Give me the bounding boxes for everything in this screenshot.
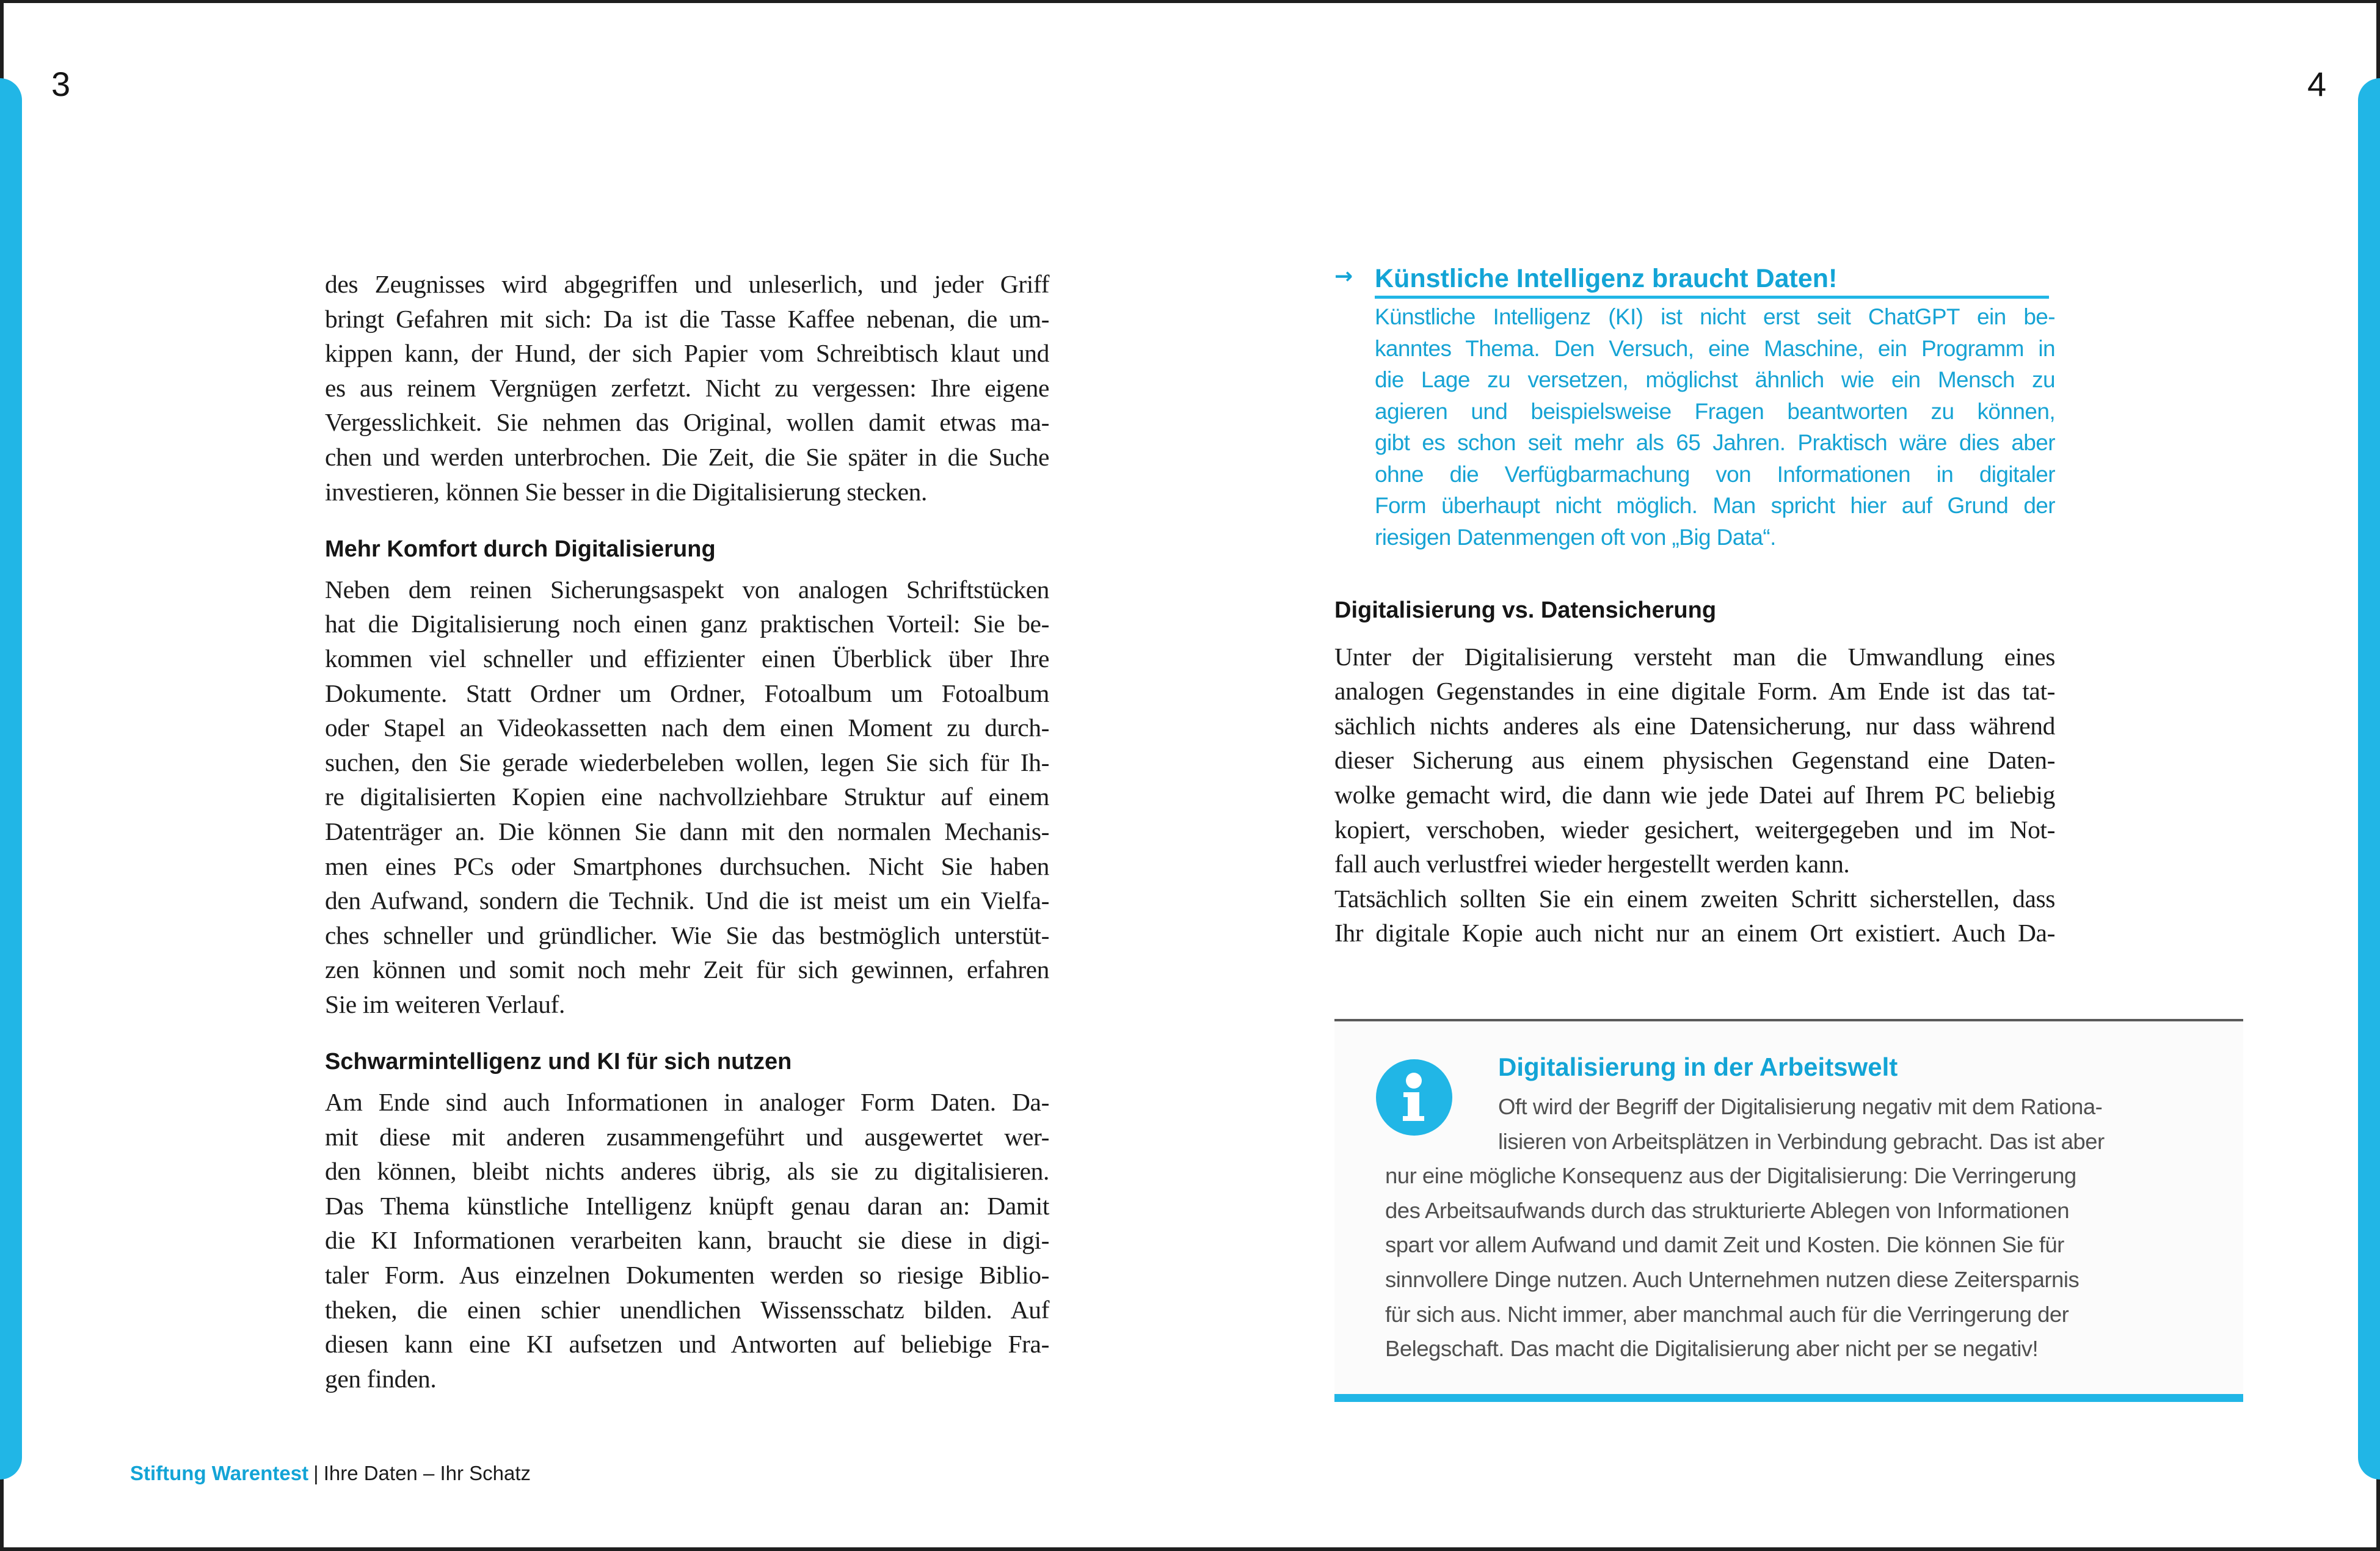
left-page-column: [325, 267, 1049, 1396]
text-line: theken, die einen schier unendlichen Wissensschatz bilden. Auf: [325, 1295, 1049, 1324]
text-line: re digitalisierten Kopien eine nachvollziehbare Struktur auf einem: [325, 783, 1049, 811]
ki-callout: [1334, 263, 2055, 553]
callout-body: [1375, 301, 2055, 553]
text-line: diesen kann eine KI aufsetzen und Antworten auf beliebige Fra-: [325, 1330, 1049, 1359]
text-line: Am Ende sind auch Informationen in analoger Form Daten. Da-: [325, 1088, 1049, 1117]
text-line: agieren und beispielsweise Fragen beantworten zu können,: [1375, 398, 2055, 424]
left-edge-accent-bar: [0, 78, 22, 1480]
text-line: Sie im weiteren Verlauf.: [325, 990, 565, 1018]
text-line: Oft wird der Begriff der Digitalisierung negativ mit dem Rationa-: [1498, 1094, 2103, 1119]
text-line: Unter der Digitalisierung versteht man die Umwandlung eines: [1334, 642, 2055, 671]
text-line: den Aufwand, sondern die Technik. Und die ist meist um ein Vielfa-: [325, 886, 1049, 915]
text-line: Vergesslichkeit. Sie nehmen das Original, wollen damit etwas ma-: [325, 408, 1049, 437]
text-line: die Lage zu versetzen, möglichst ähnlich wie ein Mensch zu: [1375, 367, 2055, 392]
text-line: bringt Gefahren mit sich: Da ist die Tasse Kaffee nebenan, die um-: [325, 304, 1049, 333]
text-line: dieser Sicherung aus einem physischen Gegenstand eine Daten-: [1334, 746, 2055, 775]
text-line: des Arbeitsaufwands durch das strukturierte Ablegen von Informationen: [1385, 1197, 2069, 1223]
right-page-column: [1334, 263, 2055, 951]
text-line: oder Stapel an Videokassetten nach dem einen Moment zu durch-: [325, 713, 1049, 742]
text-line: Dokumente. Statt Ordner um Ordner, Fotoalbum um Fotoalbum: [325, 679, 1049, 707]
text-line: riesigen Datenmengen oft von „Big Data“.: [1375, 524, 1776, 550]
text-line: chen und werden unterbrochen. Die Zeit, die Sie später in die Suche: [325, 442, 1049, 471]
callout-title: Künstliche Intelligenz braucht Daten!: [1375, 263, 2049, 299]
text-line: für sich aus. Nicht immer, aber manchmal auch für die Verringerung der: [1385, 1301, 2069, 1327]
page-number-right: 4: [2307, 65, 2327, 103]
footer-book-title: Ihre Daten – Ihr Schatz: [323, 1462, 531, 1484]
text-line: kopiert, verschoben, wieder gesichert, weitergegeben und im Not-: [1334, 815, 2055, 844]
text-line: Tatsächlich sollten Sie ein einem zweiten Schritt sicherstellen, dass: [1334, 884, 2055, 913]
text-line: sinnvollere Dinge nutzen. Auch Unternehmen nutzen diese Zeitersparnis: [1385, 1266, 2080, 1292]
text-line: gen finden.: [325, 1364, 437, 1393]
text-line: kippen kann, der Hund, der sich Papier vom Schreibtisch klaut und: [325, 339, 1049, 368]
text-line: analogen Gegenstandes in eine digitale Form. Am Ende ist das tat-: [1334, 677, 2055, 706]
text-line: gibt es schon seit mehr als 65 Jahren. Praktisch wäre dies aber: [1375, 430, 2055, 455]
komfort-paragraph: [325, 572, 1049, 1022]
text-line: kommen viel schneller und effizienter einen Überblick über Ihre: [325, 644, 1049, 673]
text-line: spart vor allem Aufwand und damit Zeit und Kosten. Die können Sie für: [1385, 1232, 2064, 1258]
text-line: Das Thema künstliche Intelligenz knüpft genau daran an: Damit: [325, 1191, 1049, 1220]
info-box-body: [1385, 1090, 2191, 1367]
text-line: ohne die Verfügbarmachung von Informationen in digitaler: [1375, 461, 2055, 487]
text-line: lisieren von Arbeitsplätzen in Verbindung gebracht. Das ist aber: [1498, 1128, 2105, 1154]
schwarmintelligenz-paragraph: [325, 1085, 1049, 1396]
text-line: Ihr digitale Kopie auch nicht nur an einem Ort existiert. Auch Da-: [1334, 919, 2055, 947]
footer-separator: |: [313, 1462, 319, 1484]
text-line: Belegschaft. Das macht die Digitalisierung aber nicht per se negativ!: [1385, 1336, 2039, 1362]
text-line: des Zeugnisses wird abgegriffen und unleserlich, und jeder Griff: [325, 270, 1049, 298]
text-line: investieren, können Sie besser in die Digitalisierung stecken.: [325, 477, 927, 506]
intro-paragraph: [325, 267, 1049, 509]
text-line: ches schneller und gründlicher. Wie Sie das bestmöglich unterstüt-: [325, 921, 1049, 949]
text-line: nur eine mögliche Konsequenz aus der Digitalisierung: Die Verringerung: [1385, 1163, 2076, 1189]
info-box-bottom-accent-bar: [1334, 1394, 2243, 1402]
text-line: es aus reinem Vergnügen zerfetzt. Nicht zu vergessen: Ihre eigene: [325, 373, 1049, 402]
text-line: wolke gemacht wird, die dann wie jede Datei auf Ihrem PC beliebig: [1334, 780, 2055, 809]
text-line: sächlich nichts anderes als eine Datensicherung, nur dass während: [1334, 711, 2055, 740]
text-line: kanntes Thema. Den Versuch, eine Maschine, ein Programm in: [1375, 335, 2055, 361]
right-edge-accent-bar: [2358, 78, 2380, 1480]
text-line: den können, bleibt nichts anderes übrig, als sie zu digitalisieren.: [325, 1157, 1049, 1186]
datensicherung-paragraph: [1334, 640, 2055, 951]
text-line: Künstliche Intelligenz (KI) ist nicht erst seit ChatGPT ein be-: [1375, 304, 2055, 329]
text-line: Datenträger an. Die können Sie dann mit den normalen Mechanis-: [325, 817, 1049, 845]
text-line: men eines PCs oder Smartphones durchsuchen. Nicht Sie haben: [325, 852, 1049, 880]
info-box-arbeitswelt: [1334, 1019, 2243, 1402]
text-line: die KI Informationen verarbeiten kann, braucht sie diese in digi-: [325, 1226, 1049, 1255]
text-line: Neben dem reinen Sicherungsaspekt von analogen Schriftstücken: [325, 575, 1049, 604]
section-heading-komfort: Mehr Komfort durch Digitalisierung: [325, 536, 716, 563]
text-line: mit diese mit anderen zusammengeführt und ausgewertet wer-: [325, 1122, 1049, 1151]
text-line: hat die Digitalisierung noch einen ganz praktischen Vorteil: Sie be-: [325, 610, 1049, 638]
text-line: fall auch verlustfrei wieder hergestellt werden kann.: [1334, 850, 1850, 878]
section-heading-datensicherung: Digitalisierung vs. Datensicherung: [1334, 597, 1717, 623]
section-heading-schwarmintelligenz: Schwarmintelligenz und KI für sich nutzen: [325, 1049, 792, 1075]
arrow-right-icon: →: [1334, 264, 1353, 289]
text-line: taler Form. Aus einzelnen Dokumenten werden so riesige Biblio-: [325, 1261, 1049, 1290]
text-line: suchen, den Sie gerade wiederbeleben wollen, legen Sie sich für Ih-: [325, 748, 1049, 776]
footer-brand: Stiftung Warentest: [130, 1462, 309, 1484]
page-number-left: 3: [51, 65, 71, 103]
text-line: Form überhaupt nicht möglich. Man spricht hier auf Grund der: [1375, 493, 2055, 518]
info-box-title: Digitalisierung in der Arbeitswelt: [1498, 1053, 1898, 1081]
text-line: zen können und somit noch mehr Zeit für sich gewinnen, erfahren: [325, 955, 1049, 984]
page-footer: [130, 1461, 531, 1486]
